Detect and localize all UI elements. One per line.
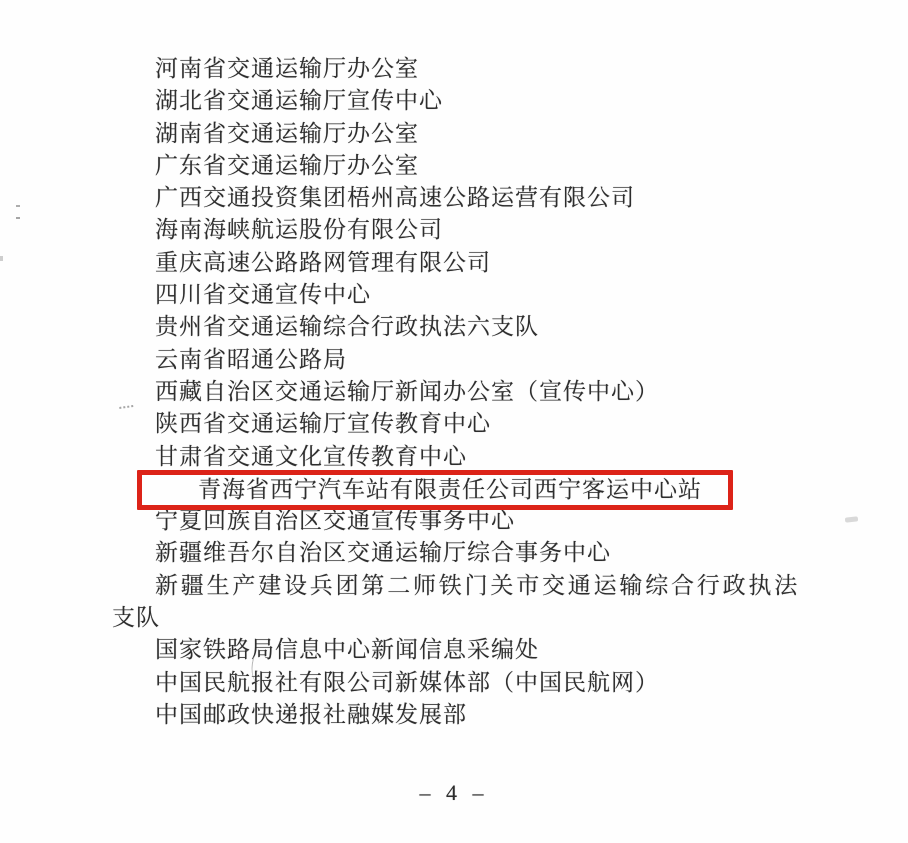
highlighted-text: 青海省西宁汽车站有限责任公司西宁客运中心站 [198,476,702,502]
page-number: – 4 – [419,780,489,805]
list-item: 西藏自治区交通运输厅新闻办公室（宣传中心） [155,378,659,404]
list-item: 河南省交通运输厅办公室 [155,56,419,81]
list-item: 广西交通投资集团梧州高速公路运营有限公司 [155,185,635,211]
list-item: 云南省昭通公路局 [155,346,347,372]
organization-list [112,53,852,731]
list-item: 贵州省交通运输综合行政执法六支队 [155,314,539,340]
list-item: 甘肃省交通文化宣传教育中心 [155,443,467,469]
list-item: 宁夏回族自治区交通宣传事务中心 [155,508,515,534]
list-item: 陕西省交通运输厅宣传教育中心 [155,411,491,437]
list-item: 海南海峡航运股份有限公司 [155,217,443,243]
highlight-box [137,470,733,510]
list-item: 湖北省交通运输厅宣传中心 [155,88,443,114]
list-item-continuation: 支队 [112,605,160,631]
list-item: 中国民航报社有限公司新媒体部（中国民航网） [155,669,659,695]
list-item: 湖南省交通运输厅办公室 [155,120,419,146]
list-item: 广东省交通运输厅办公室 [155,152,419,178]
list-item: 重庆高速公路路网管理有限公司 [155,249,491,275]
list-item: 四川省交通宣传中心 [155,282,371,308]
list-item: 国家铁路局信息中心新闻信息采编处 [155,637,539,663]
list-item: 中国邮政快递报社融媒发展部 [155,701,467,727]
scan-artifact [16,205,20,219]
list-item: 新疆生产建设兵团第二师铁门关市交通运输综合行政执法 [155,572,800,598]
list-item-highlighted [112,473,852,505]
scan-artifact [0,256,3,261]
list-item: 新疆维吾尔自治区交通运输厅综合事务中心 [155,540,611,566]
